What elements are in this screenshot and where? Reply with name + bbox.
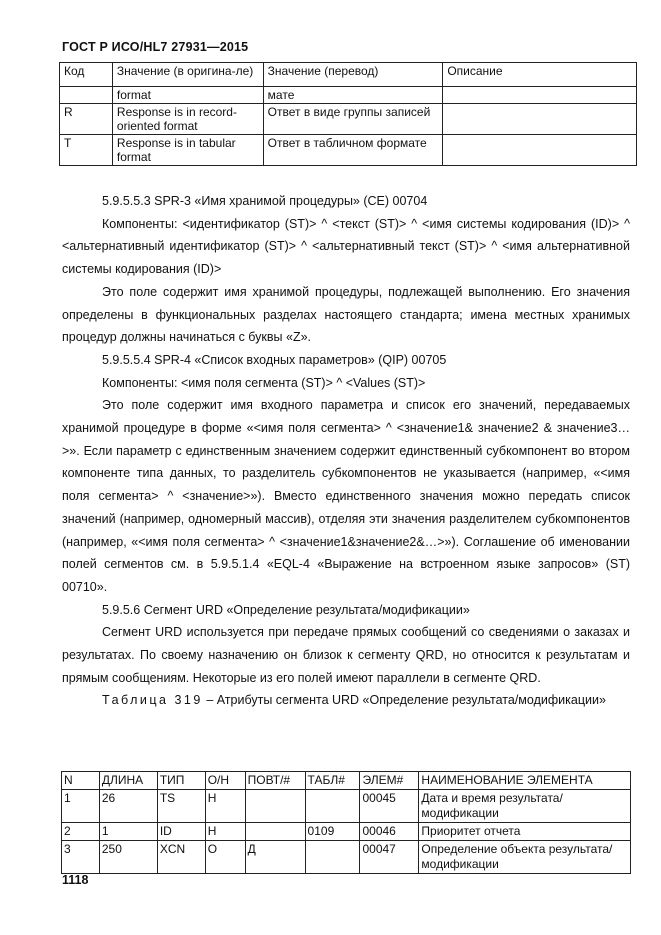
attr-cell: 00046: [360, 823, 419, 841]
paragraph: Сегмент URD используется при передаче прямых сообщений со сведениями о заказах и результатах. По своему назначению он близок к сегменту QRD, но относится к результатам и прямым сообщениям. Некоторые из его полей имеют параллели в сегменте QRD.: [62, 625, 630, 685]
attr-cell: Н: [205, 823, 245, 841]
attr-cell: 1: [99, 823, 157, 841]
code-header-cell: Значение (перевод): [263, 63, 443, 87]
section-heading: 5.9.5.5.3 SPR-3 «Имя хранимой процедуры» (CE) 00704: [102, 194, 428, 208]
code-header-cell: Код: [60, 63, 113, 87]
attr-cell: 2: [62, 823, 100, 841]
section-heading: 5.9.5.5.4 SPR-4 «Список входных параметров» (QIP) 00705: [102, 352, 447, 367]
code-cell: Ответ в виде группы записей: [263, 104, 443, 135]
attr-cell: Н: [205, 790, 245, 823]
page-number: 1118: [62, 873, 89, 887]
table-row: [62, 790, 631, 823]
paragraph: Это поле содержит имя входного параметра и список его значений, передаваемых хранимой процедуре в форме «<имя поля сегмента> ^ <значение1& значение2 & значение3…>». Если параметр с единственным значением содержит единственный субкомпонент во втором компоненте типа данных, то разделитель субкомпонентов не указывается (например, «<имя поля сегмента> ^ <значение>»). Вместо единственного значения можно передать список значений (например, одномерный массив), отделяя эти значения разделителем субкомпонентов (например, «<имя поля сегмента> ^ <значение1&значение2&…>»). Соглашение об именовании полей сегментов см. в 5.9.5.1.4 «EQL-4 «Выражение на встроенном языке запросов» (ST) 00710».: [62, 398, 630, 594]
code-cell: мате: [263, 87, 443, 104]
code-cell: [443, 104, 637, 135]
code-cell: [60, 87, 113, 104]
code-header-cell: Описание: [443, 63, 637, 87]
code-cell: Response is in record-oriented format: [112, 104, 263, 135]
code-cell: R: [60, 104, 113, 135]
attr-cell: 26: [99, 790, 157, 823]
document-header: ГОСТ Р ИСО/HL7 27931—2015: [62, 40, 249, 54]
attr-header-cell: ПОВТ/#: [245, 772, 305, 790]
attr-cell: [245, 823, 305, 841]
section-heading: 5.9.5.6 Сегмент URD «Определение результата/модификации»: [102, 602, 470, 617]
table-caption-text: – Атрибуты сегмента URD «Определение результата/модификации»: [202, 693, 606, 708]
table-caption: [62, 689, 630, 712]
attr-cell: Дата и время результата/модификации: [419, 790, 631, 823]
attr-header-cell: О/Н: [205, 772, 245, 790]
document-body: [62, 190, 630, 712]
attr-cell: XCN: [157, 841, 205, 874]
code-cell: Ответ в табличном формате: [263, 135, 443, 166]
table-row: [62, 823, 631, 841]
attr-cell: Приоритет отчета: [419, 823, 631, 841]
attributes-header-row: [62, 772, 631, 790]
attr-cell: 00047: [360, 841, 419, 874]
attributes-table: [61, 771, 631, 874]
attr-header-cell: N: [62, 772, 100, 790]
attr-cell: 3: [62, 841, 100, 874]
code-cell: format: [112, 87, 263, 104]
attr-header-cell: ЭЛЕМ#: [360, 772, 419, 790]
table-caption-number: Таблица 319: [102, 693, 203, 708]
code-table: [59, 62, 637, 166]
attr-cell: [245, 790, 305, 823]
table-row: [60, 135, 637, 166]
attr-cell: Д: [245, 841, 305, 874]
attr-header-cell: ТИП: [157, 772, 205, 790]
table-row: [60, 104, 637, 135]
table-row: [60, 87, 637, 104]
code-cell: [443, 87, 637, 104]
attr-header-cell: НАИМЕНОВАНИЕ ЭЛЕМЕНТА: [419, 772, 631, 790]
attr-cell: ID: [157, 823, 205, 841]
code-cell: T: [60, 135, 113, 166]
code-cell: Response is in tabular format: [112, 135, 263, 166]
attr-cell: 1: [62, 790, 100, 823]
paragraph: Это поле содержит имя хранимой процедуры, подлежащей выполнению. Его значения определены в функциональных разделах настоящего стандарта; имена местных хранимых процедур должны начинаться с буквы «Z».: [62, 284, 630, 345]
attr-cell: 00045: [360, 790, 419, 823]
code-table-header-row: [60, 63, 637, 87]
attr-cell: [305, 841, 360, 874]
attr-cell: [305, 790, 360, 823]
attr-cell: TS: [157, 790, 205, 823]
attr-cell: О: [205, 841, 245, 874]
paragraph: Компоненты: <идентификатор (ST)> ^ <текст (ST)> ^ <имя системы кодирования (ID)> ^ <альтернативный идентификатор (ST)> ^ <альтернативный текст (ST)> ^ <имя альтернативной системы кодирования (ID)>: [62, 216, 630, 277]
attr-cell: 250: [99, 841, 157, 874]
code-cell: [443, 135, 637, 166]
attr-cell: 0109: [305, 823, 360, 841]
attr-header-cell: ДЛИНА: [99, 772, 157, 790]
table-row: [62, 841, 631, 874]
paragraph: Компоненты: <имя поля сегмента (ST)> ^ <Values (ST)>: [102, 375, 426, 390]
code-header-cell: Значение (в оригина-ле): [112, 63, 263, 87]
attr-cell: Определение объекта результата/модификации: [419, 841, 631, 874]
attr-header-cell: ТАБЛ#: [305, 772, 360, 790]
